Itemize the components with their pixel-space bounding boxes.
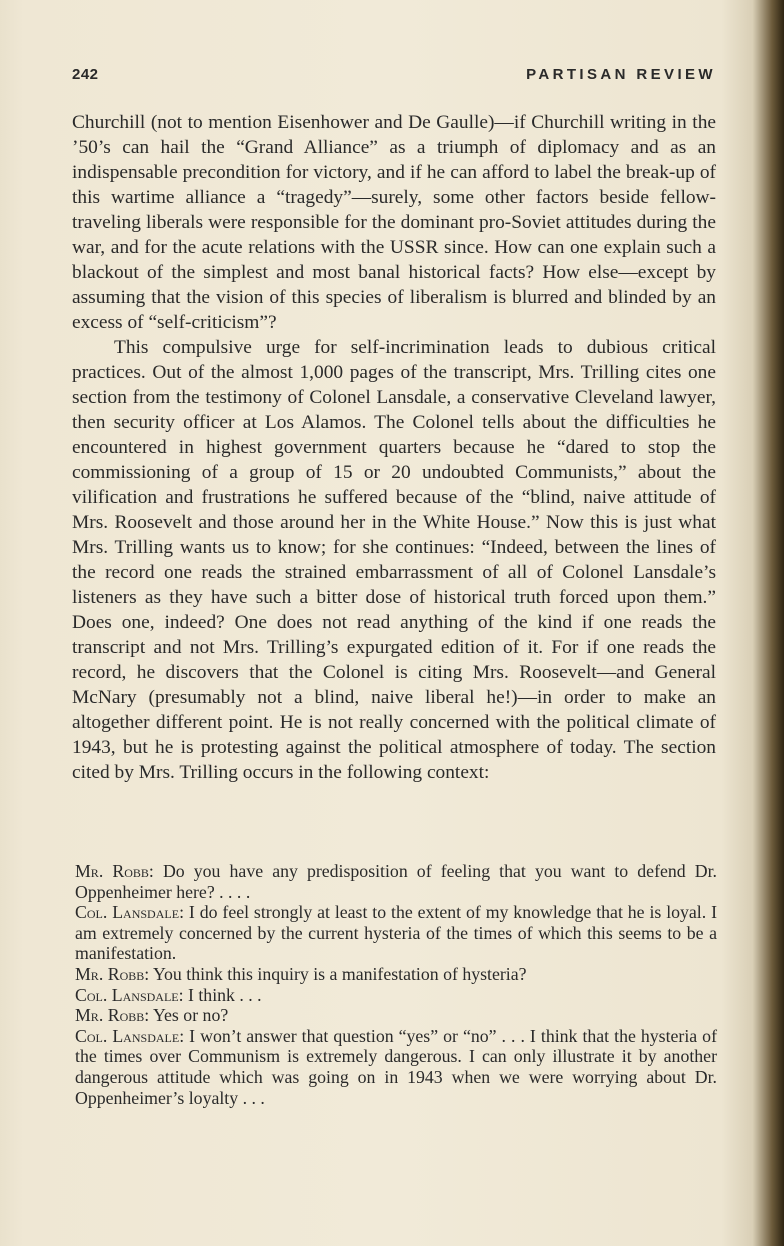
paragraph: Churchill (not to mention Eisenhower and De Gaulle)—if Churchill writing in the ’50’s can hail the “Grand Alliance” as a triumph of diplomacy and as an indispensable precondition for victory, and if he can afford to label the break-up of this wartime alliance a “tragedy”—surely, some other factors beside fellow-traveling liberals were responsible for the dominant pro-Soviet attitudes during the war, and for the acute relations with the USSR since. How can one explain such a blackout of the simplest and most banal historical facts? How else—except by assuming that the vision of this species of liberalism is blurred and blinded by an excess of “self-criticism”? [72, 112, 716, 333]
speaker-name: Mr. Robb [75, 861, 149, 881]
paragraph: This compulsive urge for self-incrimination leads to dubious critical practices. Out of the almost 1,000 pages of the transcript, Mrs. Trilling cites one section from the testimony of Colonel Lansdale, a conservative Cleveland lawyer, then security officer at Los Alamos. The Colonel tells about the difficulties he encountered in highest government quarters because he “dared to stop the commissioning of a group of 15 or 20 undoubted Communists,” about the vilification and frustrations he suffered because of the “blind, naive attitude of Mrs. Roosevelt and those around her in the White House.” Now this is just what Mrs. Trilling wants us to know; for she continues: “Indeed, between the lines of the record one reads the strained embarrassment of all of Colonel Lansdale’s listeners as they have such a bitter dose of historical truth forced upon them.” Does one, indeed? One does not read anything of the kind if one reads the transcript and not Mrs. Trilling’s expurgated edition of it. For if one reads the record, he discovers that the Colonel is citing Mrs. Roosevelt—and General McNary (presumably not a blind, naive liberal he!)—in order to make an altogether different point. He is not really concerned with the political climate of 1943, but he is protesting against the political atmosphere of today. The section cited by Mrs. Trilling occurs in the following context: [72, 337, 716, 783]
body-text [72, 110, 716, 785]
speech-text: You think this inquiry is a manifestation of hysteria? [152, 963, 527, 984]
speaker-name: Col. Lansdale [75, 1025, 180, 1046]
transcript-line: Mr. Robb: Yes or no? [75, 1005, 229, 1026]
speech-text: I do feel strongly at least to the extent of my knowledge that he is loyal. I am extremely concerned by the current hysteria of the times of which this seems to be a manifestation. [75, 902, 718, 964]
transcript-line: Col. Lansdale: I do feel strongly at least to the extent of my knowledge that he is loyal. I am extremely concerned by the current hysteria of the times of which this seems to be a manifestation. [75, 902, 718, 964]
speech-text: I won’t answer that question “yes” or “no” . . . I think that the hysteria of the times over Communism is extremely dangerous. I can only illustrate it by another dangerous attitude which was going on in 1943 when we were worrying about Dr. Oppenheimer’s loyalty . . . [75, 1025, 717, 1108]
speech-text: Do you have any predisposition of feeling that you want to defend Dr. Oppenheimer here? . . . . [75, 861, 717, 902]
transcript-line: Mr. Robb: You think this inquiry is a manifestation of hysteria? [75, 963, 527, 984]
speaker-name: Mr. Robb [75, 963, 145, 984]
page-number: 242 [72, 66, 99, 83]
speech-text: Yes or no? [152, 1005, 229, 1026]
running-head: PARTISAN REVIEW [526, 66, 716, 83]
transcript-line: Col. Lansdale: I won’t answer that question “yes” or “no” . . . I think that the hysteria of the times over Communism is extremely dangerous. I can only illustrate it by another dangerous attitude which was going on in 1943 when we were worrying about Dr. Oppenheimer’s loyalty . . . [75, 1025, 717, 1108]
transcript-line: Col. Lansdale: I think . . . [75, 984, 262, 1005]
page-header [72, 66, 716, 96]
transcript-line: Mr. Robb: Do you have any predisposition of feeling that you want to defend Dr. Oppenheimer here? . . . . [75, 861, 717, 902]
speech-text: I think . . . [188, 984, 262, 1005]
transcript-excerpt [75, 861, 717, 1108]
speaker-name: Mr. Robb [75, 1005, 145, 1026]
speaker-name: Col. Lansdale [75, 902, 180, 923]
speaker-name: Col. Lansdale [75, 984, 179, 1005]
